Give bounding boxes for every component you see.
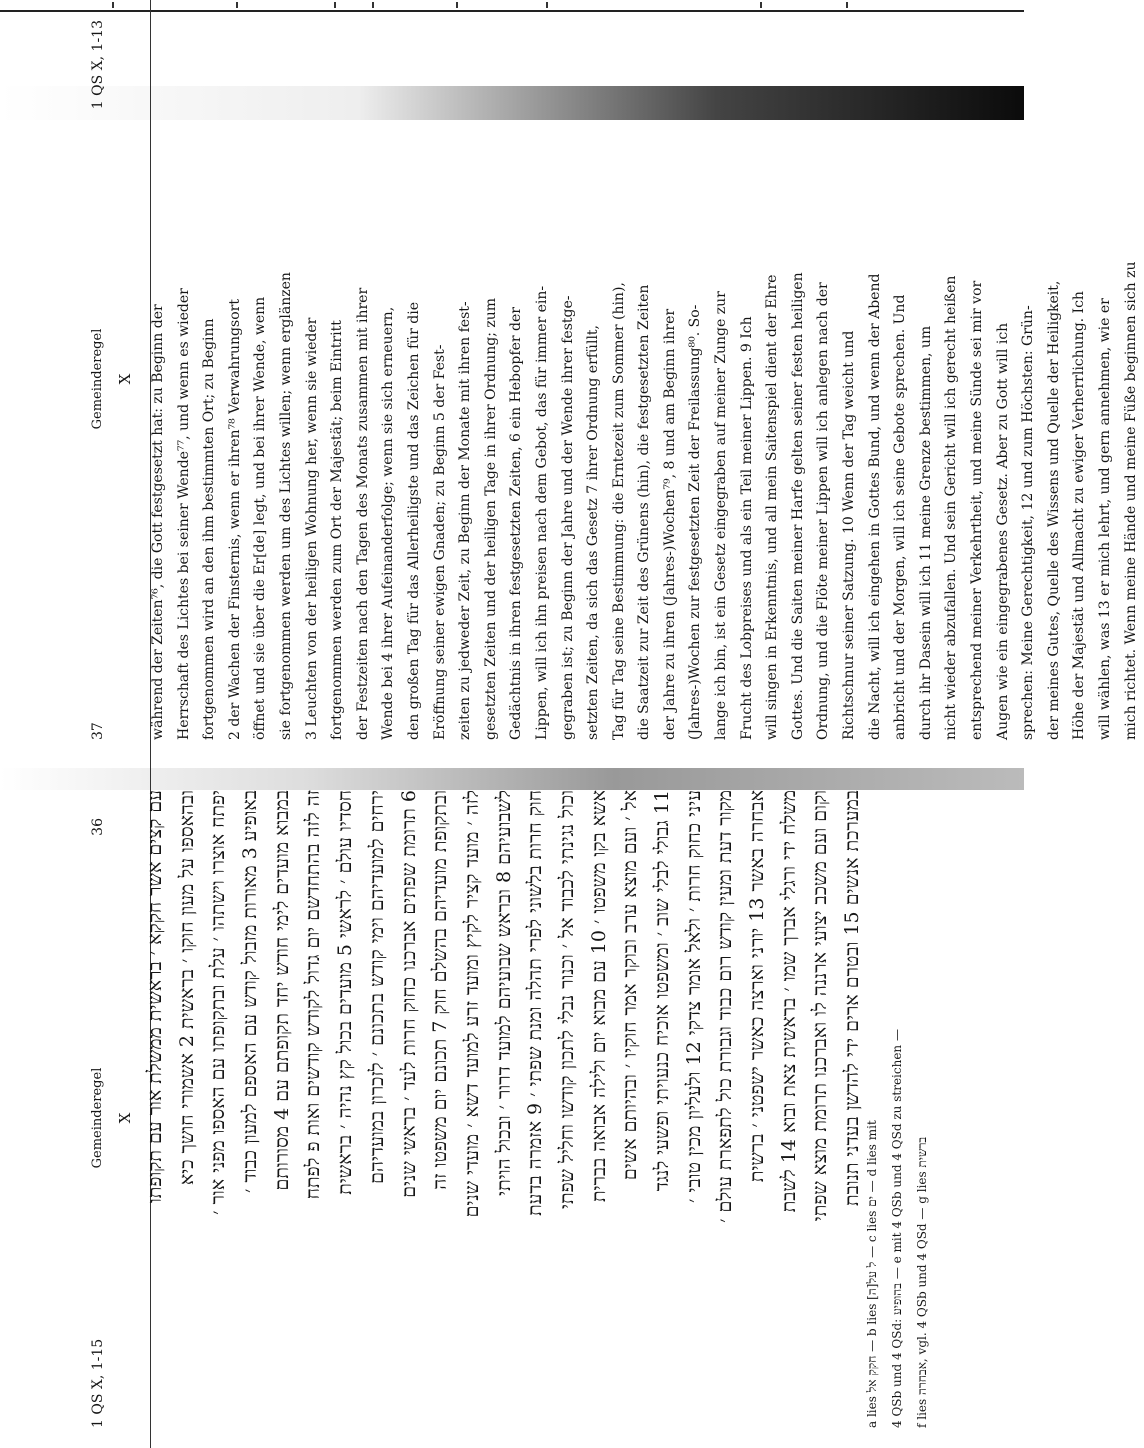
section-heading: X <box>116 1112 134 1124</box>
text-line: der meines Gutes, Quelle des Wissens und Quelle der Heiligkeit, <box>1045 280 1062 740</box>
footnote-line: a lies חקק אל — b lies [ה]ל על — c lies ים — d lies mit <box>865 1120 879 1428</box>
text-line: nicht wieder abzufallen. Und sein Gericht will ich gerecht heißen <box>943 275 960 740</box>
text-line: וכול נגינתי לכבוד אל ׳ וכנור נבלי לתכון קודשו וחליל שפתי <box>555 790 578 1209</box>
text-line: Lippen, will ich ihn preisen nach dem Gebot, das für immer ein- <box>533 285 550 740</box>
header-reference: 1 QS X, 1-13 <box>90 20 106 110</box>
text-line: Tag für Tag seine Bestimmung: die Erntezeit zum Sommer (hin), <box>610 282 627 740</box>
text-line: anbricht und der Morgen, will ich seine Gebote sprechen. Und <box>892 294 909 740</box>
text-line: אל ׳ ועם מוצא ערב ובוקר אמר חוקיו ׳ ובהיותם אשים <box>619 790 642 1181</box>
text-line: sie fortgenommen werden um des Lichtes willen; wenn erglänzen <box>277 272 294 740</box>
text-line: 6 תרומת שפתים אברכנו כחוק חרות לעד ׳ בראשי שנים <box>397 790 420 1198</box>
text-line: öffnet und sie über die Er[de] legt, und bei ihrer Wende, wenn <box>252 296 269 740</box>
text-line: sprechen: Meine Gerechtigkeit, 12 und zum Höchsten: Grün- <box>1020 305 1037 740</box>
footnote-line: f lies אבחרה, vgl. 4 QSb und 4 QSd — g lies ברשית <box>915 1136 929 1428</box>
text-line: fortgenommen wird an den ihm bestimmten Ort; zu Beginn <box>201 318 218 740</box>
text-line: 2 der Wachen der Finsternis, wenn er ihren⁷⁸ Verwahrungsort <box>226 299 243 740</box>
text-line: עיני כחוק חרות ׳ ולאל אומר צדקי 12 ולעליון מכין טובי ׳ <box>682 790 705 1203</box>
hebrew-page <box>0 788 1024 1448</box>
text-line: לזה ׳ מועד קציר לקיץ ומועד זרע למועד דשא ׳ מועדי שנים <box>460 790 483 1218</box>
hebrew-text <box>140 790 864 1430</box>
text-line: will singen in Erkenntnis, und all mein Saitenspiel dient der Ehre <box>764 274 781 740</box>
text-line: עם קצים אשר חקקא ׳ בראשית ממשלת אור עם תקופתו <box>144 790 166 1204</box>
text-line: gegraben ist; zu Beginn der Jahre und der Wende ihrer festge- <box>559 295 576 740</box>
text-line: Gedächtnis in ihren festgesetzten Zeiten, 6 ein Hebopfer der <box>508 307 525 740</box>
text-line: gesetzten Zeiten und der heiligen Tage in ihrer Ordnung; zum <box>482 297 499 740</box>
text-line: יפתח אוצרו וישתהו ׳ עלת ובתקופתו עם האספו מפני אור ׳ <box>207 790 230 1215</box>
text-line: וקום ועם משכב יצועי ארננה לו ואברכנו תרומת מוצא שפתי <box>809 790 832 1222</box>
text-line: Augen wie ein eingegrabenes Gesetz. Aber zu Gott will ich <box>994 322 1011 740</box>
header-title: Gemeinderegel <box>90 1067 105 1169</box>
text-line: der Jahre zu ihren (Jahres-)Wochen⁷⁹, 8 und am Beginn ihrer <box>661 308 678 740</box>
text-line: חוק חרות בלשוני לפרי תהלה ומנת שפתי ׳ 9 אזמרה בדעת <box>524 790 547 1216</box>
text-line: 3 Leuchten von der heiligen Wohnung her, wenn sie wieder <box>303 317 320 740</box>
header-title: Gemeinderegel <box>90 328 105 430</box>
footnote-line: 4 QSb und 4 QSd: בהופיע — e mit 4 QSb und 4 QSd zu streichen — <box>890 1029 904 1428</box>
text-line: Ordnung, und die Flöte meiner Lippen will ich anlegen nach der <box>815 282 832 740</box>
footnotes <box>860 798 935 1428</box>
text-line: באופיע 3 מאורות מזבול קודש עם האספם למעון כבוד ׳ <box>239 790 262 1193</box>
text-line: Gottes. Und die Saiten meiner Harfe gelten seiner festen heiligen <box>789 272 806 740</box>
text-line: במערכת אנשים 15 ובטרם ארים ידי להדשן בעדני תנובת <box>841 790 864 1206</box>
text-line: ובהאספו על מעון חוקו ׳ בראשית 2 אשמורי חושך כיא <box>175 790 198 1186</box>
text-line: die Saatzeit zur Zeit des Grünens (hin), die festgesetzten Zeiten <box>636 284 653 740</box>
text-line: משלח ידי ורגלי אברך שמו ׳ בראשית צאת ובוא 14 לשבת <box>777 790 800 1213</box>
text-line: אבחרה באשר 13 יורני וארצה כאשר ישפטני ׳ ברשית <box>746 790 769 1183</box>
text-line: מקור דעת ומעין קודש רום כבוד וגבורת כול לתפארת עולם ׳ <box>714 790 737 1223</box>
text-line: setzten Zeiten, da sich das Gesetz 7 ihrer Ordnung erfüllt, <box>585 324 602 740</box>
running-header <box>90 0 112 758</box>
page-number: 37 <box>90 722 106 740</box>
text-line: ירחים למועדיהם וימי קודש בתכונם ׳ לזכרון במועדיהם <box>365 790 388 1184</box>
text-line: לשבועיהם 8 ובראש שבועיהם למועד דרור ׳ ובכול הויתי <box>492 790 515 1196</box>
section-heading: X <box>116 373 134 385</box>
text-line: durch ihr Dasein will ich 11 meine Grenze bestimmen, um <box>917 325 934 740</box>
text-line: zeiten zu jedweder Zeit, zu Beginn der Monate mit ihren fest- <box>457 301 474 740</box>
text-line: במבוא מועדים לימי חודש יחד תקופתם עם 4 מסורותם <box>270 790 293 1191</box>
text-line: Eröffnung seiner ewigen Gnaden; zu Beginn 5 der Fest- <box>431 344 448 740</box>
text-line: Wende bei 4 ihrer Aufeinanderfolge; wenn sie sich erneuern, <box>380 306 397 740</box>
text-line: Höhe der Majestät und Allmacht zu ewiger Verherrlichung. Ich <box>1071 291 1088 740</box>
text-line: die Nacht, will ich eingehen in Gottes Bund, und wenn der Abend <box>866 273 883 740</box>
running-header <box>90 788 112 1448</box>
page-number: 36 <box>90 818 106 836</box>
text-line: lange ich bin, ist ein Gesetz eingegraben auf meiner Zunge zur <box>713 291 730 740</box>
text-line: fortgenommen werden zum Ort der Majestät; beim Eintritt <box>329 320 346 740</box>
text-line: Frucht des Lobpreises und als ein Teil meiner Lippen. 9 Ich <box>738 316 755 740</box>
text-line: Richtschnur seiner Satzung. 10 Wenn der Tag weicht und <box>841 330 858 740</box>
text-line: אשא בקו משפטו ׳ 10 עם מבוא יום ולילה אבואה בברית <box>587 790 610 1202</box>
text-line: חסדיו עולם ׳ לראשי 5 מועדים בכול קץ נהיה ׳ בראשית <box>334 790 357 1195</box>
text-line: Herrschaft des Lichtes bei seiner Wende⁷⁷, und wenn es wieder <box>175 288 192 740</box>
text-line: entsprechend meiner Verkehrtheit, und meine Sünde sei mir vor <box>969 280 985 740</box>
text-line: mich richtet. Wenn meine Hände und meine Füße beginnen sich zu <box>1122 261 1139 740</box>
text-line: der Festzeiten nach den Tagen des Monats zusammen mit ihrer <box>354 287 371 740</box>
text-line: den großen Tag für das Allerheiligste und das Zeichen für die <box>405 301 422 740</box>
gutter-shadow <box>0 768 1024 790</box>
text-line: זה לזה בהתחדשם יום גדול לקודש קודשים ואות פ לפתח <box>302 790 325 1200</box>
text-line: (Jahres-)Wochen zur festgesetzten Zeit der Freilassung⁸⁰. So- <box>687 304 704 740</box>
header-reference: 1 QS X, 1-15 <box>90 1338 106 1428</box>
text-line: will wählen, was 13 er mich lehrt, und gern annehmen, wie er <box>1096 298 1113 740</box>
text-line: ובתקופת מועדיהם בהשלם חוק 7 תכונם יום משפטו זה <box>429 790 452 1190</box>
text-line: 11 גבולי לבלי שוב ׳ ומשפטו אוכיח כנעויתי ופשעי לנגד <box>651 790 673 1192</box>
german-text <box>146 0 1139 740</box>
text-line: während der Zeiten⁷⁶, die Gott festgesetzt hat: zu Beginn der <box>150 304 166 740</box>
